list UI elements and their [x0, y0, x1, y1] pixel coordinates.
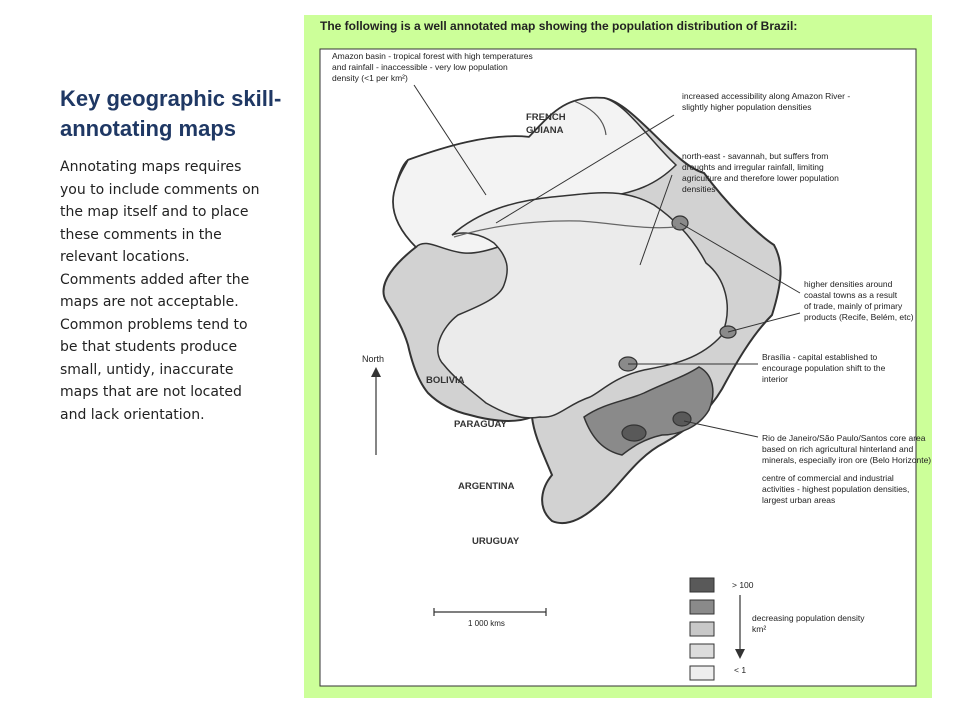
- map-heading: The following is a well annotated map showing the population distribution of Brazil:: [320, 19, 798, 33]
- label-argentina: ARGENTINA: [458, 481, 515, 492]
- rio-core-area: [673, 412, 691, 426]
- annotation-amazon-river: increased accessibility along Amazon River - slightly higher population densities: [682, 91, 851, 112]
- annotation-brasilia: Brasília - capital established to encourage population shift to the interior: [762, 352, 886, 384]
- annotation-north-east: north-east - savannah, but suffers from droughts and irregular rainfall, limiting agriculture and therefore lower population densities: [682, 151, 839, 194]
- label-french-guiana: FRENCH: [526, 112, 566, 123]
- annotation-coastal-towns: higher densities around coastal towns as a result of trade, mainly of primary products (Recife, Belém, etc): [804, 279, 914, 322]
- legend-swatch-3: [690, 622, 714, 636]
- legend-bottom-label: < 1: [734, 665, 747, 675]
- legend-swatch-1: [690, 578, 714, 592]
- label-bolivia: BOLIVIA: [426, 375, 465, 386]
- map-panel: [304, 15, 932, 698]
- legend-swatch-2: [690, 600, 714, 614]
- annotation-rio-sao-paulo: Rio de Janeiro/São Paulo/Santos core area based on rich agricultural hinterland and minerals, especially iron ore (Belo Horizonte): [762, 433, 932, 465]
- slide-title: Key geographic skill- annotating maps: [60, 86, 282, 141]
- annotation-amazon: Amazon basin - tropical forest with high temperatures and rainfall - inaccessible - very low population density (<1 per km²): [332, 51, 533, 83]
- scale-label: 1 000 kms: [468, 619, 505, 628]
- legend-top-label: > 100: [732, 580, 754, 590]
- legend-axis-label: decreasing population density km²: [752, 613, 865, 634]
- legend-swatch-4: [690, 644, 714, 658]
- label-uruguay: URUGUAY: [472, 536, 520, 547]
- north-label: North: [362, 354, 385, 364]
- sao-paulo-core-area: [622, 425, 646, 441]
- brazil-annotated-map: [304, 15, 932, 698]
- annotation-core-area: centre of commercial and industrial activities - highest population densities, largest urban areas: [762, 473, 910, 505]
- label-french-guiana-2: GUIANA: [526, 125, 564, 136]
- label-paraguay: PARAGUAY: [454, 419, 507, 430]
- legend-swatch-5: [690, 666, 714, 680]
- slide-body-text: Annotating maps requires you to include comments on the map itself and to place these comments in the relevant locations. Comments added after the maps are not acceptable. Common problems tend to be that students produce small, untidy, inaccurate maps that are not located and lack orientation.: [60, 159, 260, 423]
